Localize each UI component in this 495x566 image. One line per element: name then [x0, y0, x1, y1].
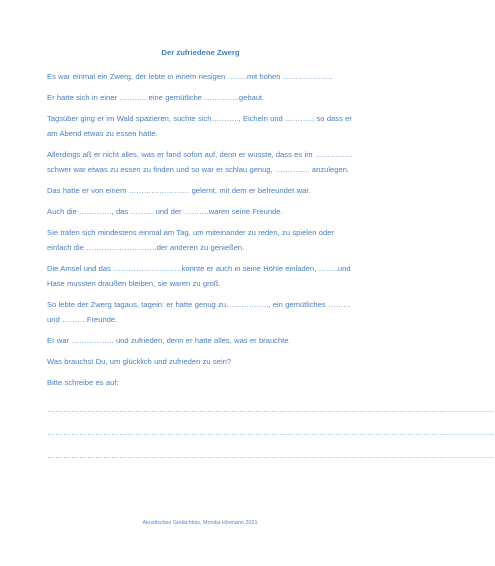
paragraph-2: Er hatte sich in einer ……….. eine gemütliche …………..gebaut. [47, 93, 265, 102]
paragraph-10: Er war …………….. und zufrieden, denn er hatte alles, was er brauchte. [47, 336, 291, 345]
paragraph-4: Allerdings aß er nicht alles, was er fand sofort auf, denn er wusste, dass es im ……………schwer war etwas zu essen zu finden und so war er schlau genug, ………….. anzulegen. [47, 150, 353, 174]
paragraph-8: Die Amsel und das ………………………konnte er auch in seine Höhle einladen, ……..und Hase mussten draußen bleiben, sie waren zu groß. [47, 264, 351, 288]
paragraph-6: Auch die …………., das ……… und der ……….waren seine Freunde. [47, 207, 283, 216]
answer-line-2[interactable]: …………………………………………………………………………………………………………………………………………………… [47, 428, 495, 437]
paragraph-5: Das hatte er von einem …………………… gelernt, mit dem er befreundet war. [47, 186, 311, 195]
paragraph-3: Tagsüber ging er im Wald spazieren, suchte sich……….., Eicheln und ……….., so dass er am Abend etwas zu essen hatte. [47, 114, 352, 138]
question: Was brauchst Du, um glücklich und zufrieden zu sein? [47, 357, 232, 366]
paragraph-9: So lebte der Zwerg tagaus, tagein: er hatte genug zu…………….., ein gemütliches ……… und ……….Freunde. [47, 300, 351, 324]
answer-line-1[interactable]: …………………………………………………………………………………………………………………………………………………… [47, 405, 495, 414]
footer-credit: Akustisches Gedächtnis, Monika Hörmann 2021 [142, 520, 258, 526]
paragraph-7: Sie trafen sich mindestens einmal am Tag, um miteinander zu reden, zu spielen oder einfach die ……………………….der anderen zu genießen. [47, 228, 334, 252]
answer-line-3[interactable]: …………………………………………………………………………………………………………………………………………………… [47, 451, 495, 460]
instruction: Bitte schreibe es auf: [47, 378, 119, 387]
worksheet-title: Der zufriedene Zwerg [161, 48, 240, 57]
answer-lines [47, 405, 495, 461]
paragraph-1: Es war einmal ein Zwerg, der lebte in einem riesigen ……..mit hohen ……………….. [47, 72, 333, 81]
